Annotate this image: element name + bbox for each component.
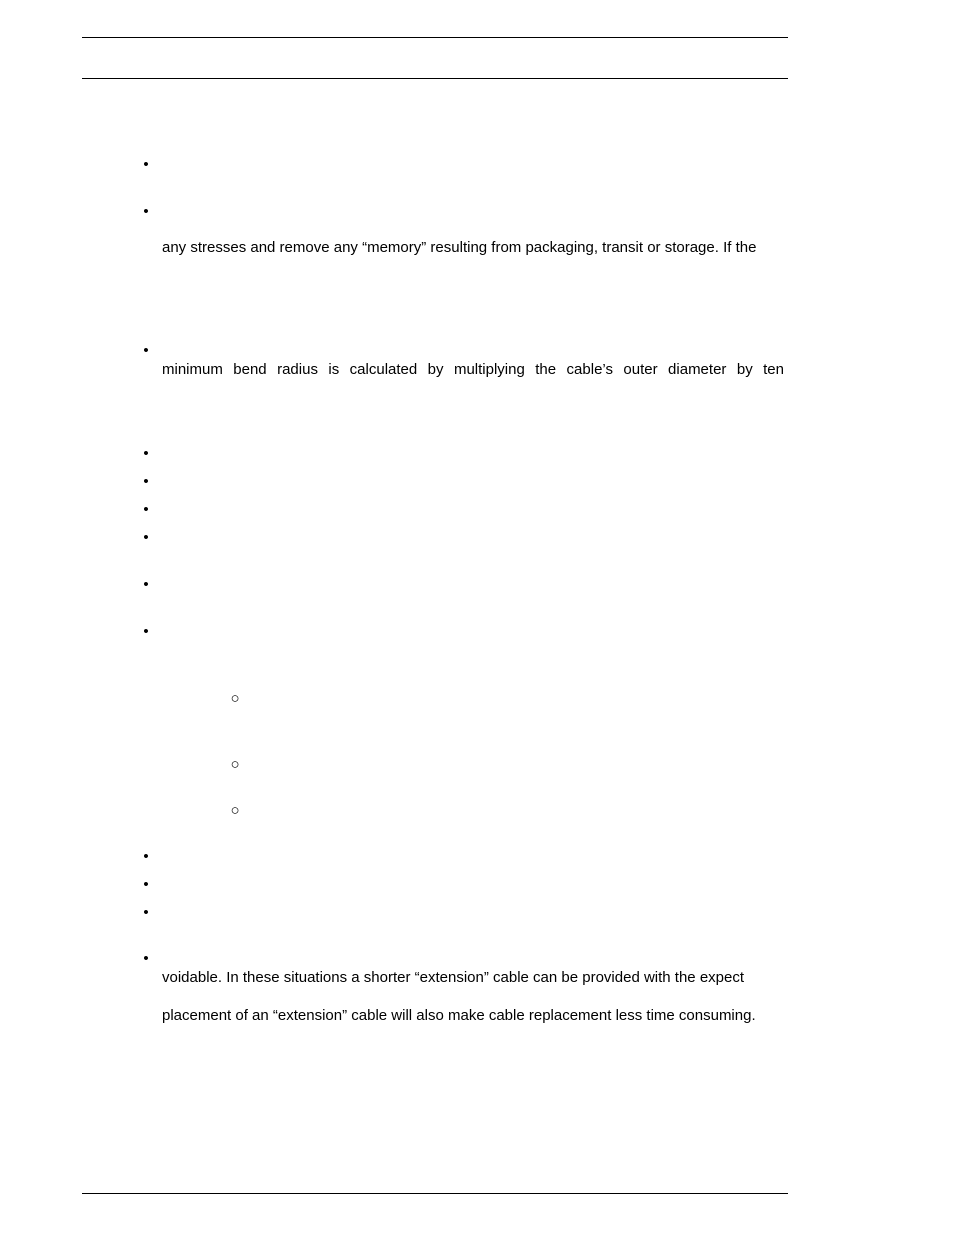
bullet-8: • xyxy=(143,576,149,593)
bullet-10: • xyxy=(143,848,149,865)
text-line-stresses: any stresses and remove any “memory” resulting from packaging, transit or storage. If the xyxy=(162,239,757,256)
sub-bullet-2: ○ xyxy=(230,756,240,773)
bullet-12: • xyxy=(143,904,149,921)
footer-rule xyxy=(82,1193,788,1194)
text-line-bend-radius: minimum bend radius is calculated by multiplying the cable’s outer diameter by ten xyxy=(162,361,784,378)
sub-bullet-3: ○ xyxy=(230,802,240,819)
text-line-extension: voidable. In these situations a shorter “extension” cable can be provided with the expect xyxy=(162,969,745,986)
bullet-11: • xyxy=(143,876,149,893)
bullet-3: • xyxy=(143,342,149,359)
header-rule-bottom xyxy=(82,78,788,79)
text-line-replacement: placement of an “extension” cable will also make cable replacement less time consuming. xyxy=(162,1007,756,1024)
sub-bullet-1: ○ xyxy=(230,690,240,707)
bullet-9: • xyxy=(143,623,149,640)
header-rule-top xyxy=(82,37,788,38)
bullet-7: • xyxy=(143,529,149,546)
bullet-6: • xyxy=(143,501,149,518)
bullet-2: • xyxy=(143,203,149,220)
bullet-4: • xyxy=(143,445,149,462)
bullet-1: • xyxy=(143,156,149,173)
bullet-13: • xyxy=(143,950,149,967)
bullet-5: • xyxy=(143,473,149,490)
